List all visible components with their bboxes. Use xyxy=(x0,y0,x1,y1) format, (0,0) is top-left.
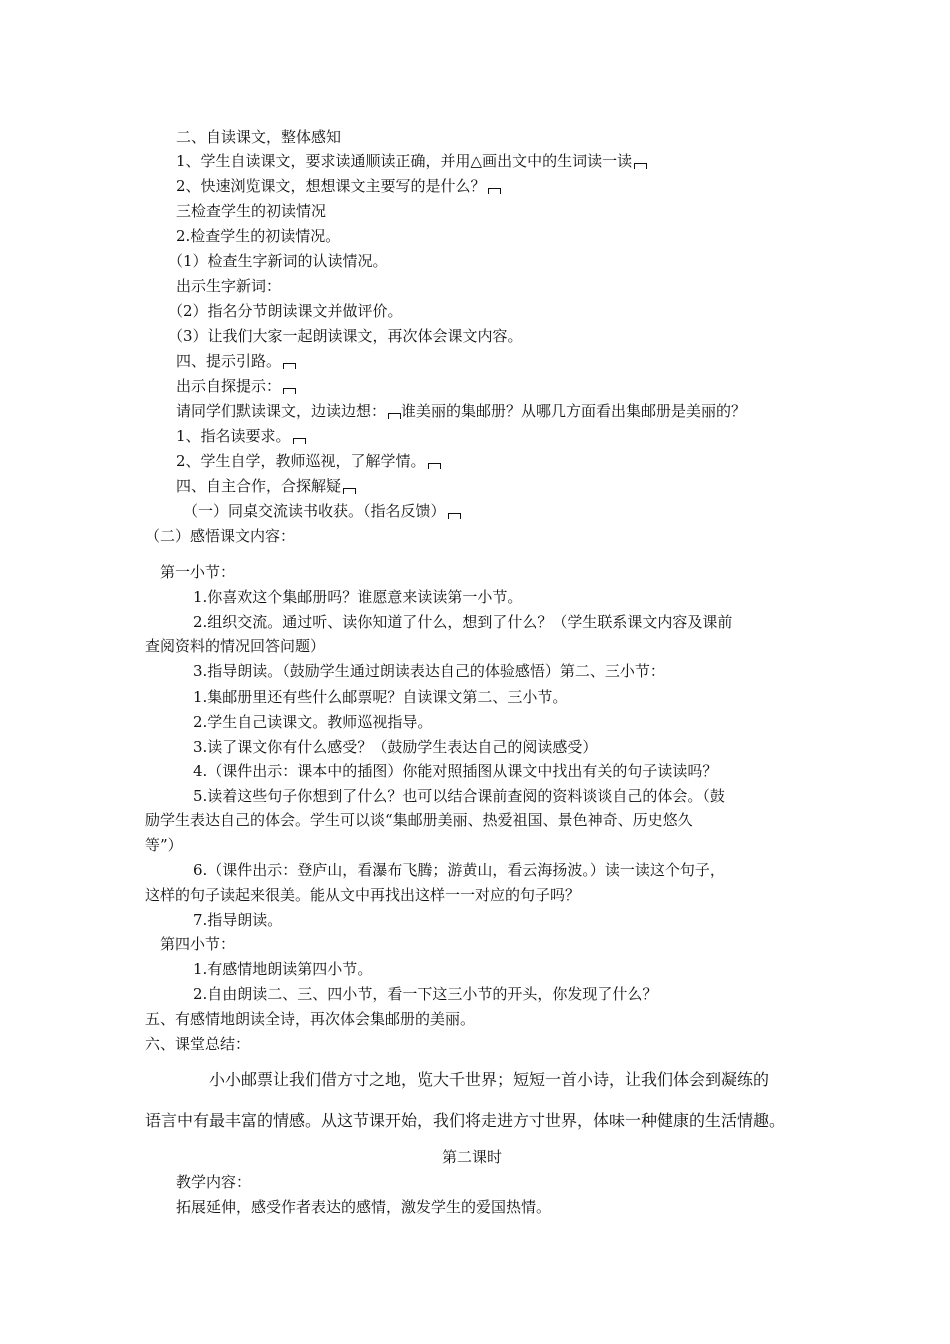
text-line: 拓展延伸，感受作者表达的感情，激发学生的爱国热情。 xyxy=(176,1198,552,1216)
text-line: 2.组织交流。通过听、读你知道了什么，想到了什么？（学生联系课文内容及课前 xyxy=(193,613,733,631)
text-line: 2.自由朗读二、三、四小节，看一下这三小节的开头，你发现了什么？ xyxy=(193,985,658,1003)
text-line: 四、提示引路。 xyxy=(176,352,296,370)
text-line: 4.（课件出示：课本中的插图）你能对照插图从课文中找出有关的句子读读吗？ xyxy=(193,762,718,780)
edit-mark-icon xyxy=(634,163,647,169)
text-line: 3.指导朗读。（鼓励学生通过朗读表达自己的体验感悟）第二、三小节： xyxy=(193,662,665,680)
section-heading: 第二课时 xyxy=(442,1148,503,1166)
edit-mark-icon xyxy=(488,188,501,194)
edit-mark-icon xyxy=(283,388,296,394)
edit-mark-icon xyxy=(293,438,306,444)
text-line: 六、课堂总结： xyxy=(145,1035,251,1053)
text-line: （一）同桌交流读书收获。（指名反馈） xyxy=(183,502,461,520)
text-line: （1）检查生字新词的认读情况。 xyxy=(168,252,388,270)
text-line: 出示生字新词： xyxy=(176,277,282,295)
text-line: 1、学生自读课文，要求读通顺读正确，并用△画出文中的生词读一读 xyxy=(176,152,647,170)
text-line: 2、学生自学，教师巡视，了解学情。 xyxy=(176,452,441,470)
text-line: 1.有感情地朗读第四小节。 xyxy=(193,960,373,978)
text-line: 五、有感情地朗读全诗，再次体会集邮册的美丽。 xyxy=(145,1010,476,1028)
edit-mark-icon xyxy=(343,488,356,494)
text-line: 第四小节： xyxy=(160,935,236,953)
text-line: 2、快速浏览课文，想想课文主要写的是什么？ xyxy=(176,177,501,195)
text-line: 1.集邮册里还有些什么邮票呢？自读课文第二、三小节。 xyxy=(193,688,568,706)
text-line: 1、指名读要求。 xyxy=(176,427,306,445)
text-line: 7.指导朗读。 xyxy=(193,911,283,929)
text-line: 1.你喜欢这个集邮册吗？谁愿意来读读第一小节。 xyxy=(193,588,523,606)
text-line: 这样的句子读起来很美。能从文中再找出这样一一对应的句子吗？ xyxy=(145,886,581,904)
text-line: 6.（课件出示：登庐山，看瀑布飞腾；游黄山，看云海扬波。）读一读这个句子， xyxy=(193,861,725,879)
text-line: 2.学生自己读课文。教师巡视指导。 xyxy=(193,713,433,731)
text-line: 教学内容： xyxy=(176,1173,252,1191)
text-line: 等”） xyxy=(145,836,183,854)
text-line: （3）让我们大家一起朗读课文，再次体会课文内容。 xyxy=(168,327,523,345)
edit-mark-icon xyxy=(428,463,441,469)
text-line: 2.检查学生的初读情况。 xyxy=(176,227,341,245)
edit-mark-icon xyxy=(283,363,296,369)
text-line: 5.读着这些句子你想到了什么？也可以结合课前查阅的资料谈谈自己的体会。（鼓 xyxy=(193,787,725,805)
text-line: 励学生表达自己的体会。学生可以谈“集邮册美丽、热爱祖国、景色神奇、历史悠久 xyxy=(145,811,693,829)
text-line: （二）感悟课文内容： xyxy=(145,527,296,545)
text-line: 出示自探提示： xyxy=(176,377,296,395)
text-line: 第一小节： xyxy=(160,563,236,581)
text-line: （2）指名分节朗读课文并做评价。 xyxy=(168,302,403,320)
text-line: 小小邮票让我们借方寸之地，览大千世界；短短一首小诗，让我们体会到凝练的 xyxy=(209,1070,770,1089)
text-line: 查阅资料的情况回答问题） xyxy=(145,637,326,655)
text-line: 二、自读课文，整体感知 xyxy=(176,128,342,146)
text-line: 语言中有最丰富的情感。从这节课开始，我们将走进方寸世界，体味一种健康的生活情趣。 xyxy=(145,1111,786,1130)
text-line: 三检查学生的初读情况 xyxy=(176,202,327,220)
text-line: 四、自主合作，合探解疑 xyxy=(176,477,356,495)
edit-mark-icon xyxy=(448,513,461,519)
text-line: 3.读了课文你有什么感受？（鼓励学生表达自己的阅读感受） xyxy=(193,738,598,756)
edit-mark-icon xyxy=(388,413,401,419)
text-line: 请同学们默读课文，边读边想： 谁美丽的集邮册？从哪几方面看出集邮册是美丽的？ xyxy=(176,402,747,420)
